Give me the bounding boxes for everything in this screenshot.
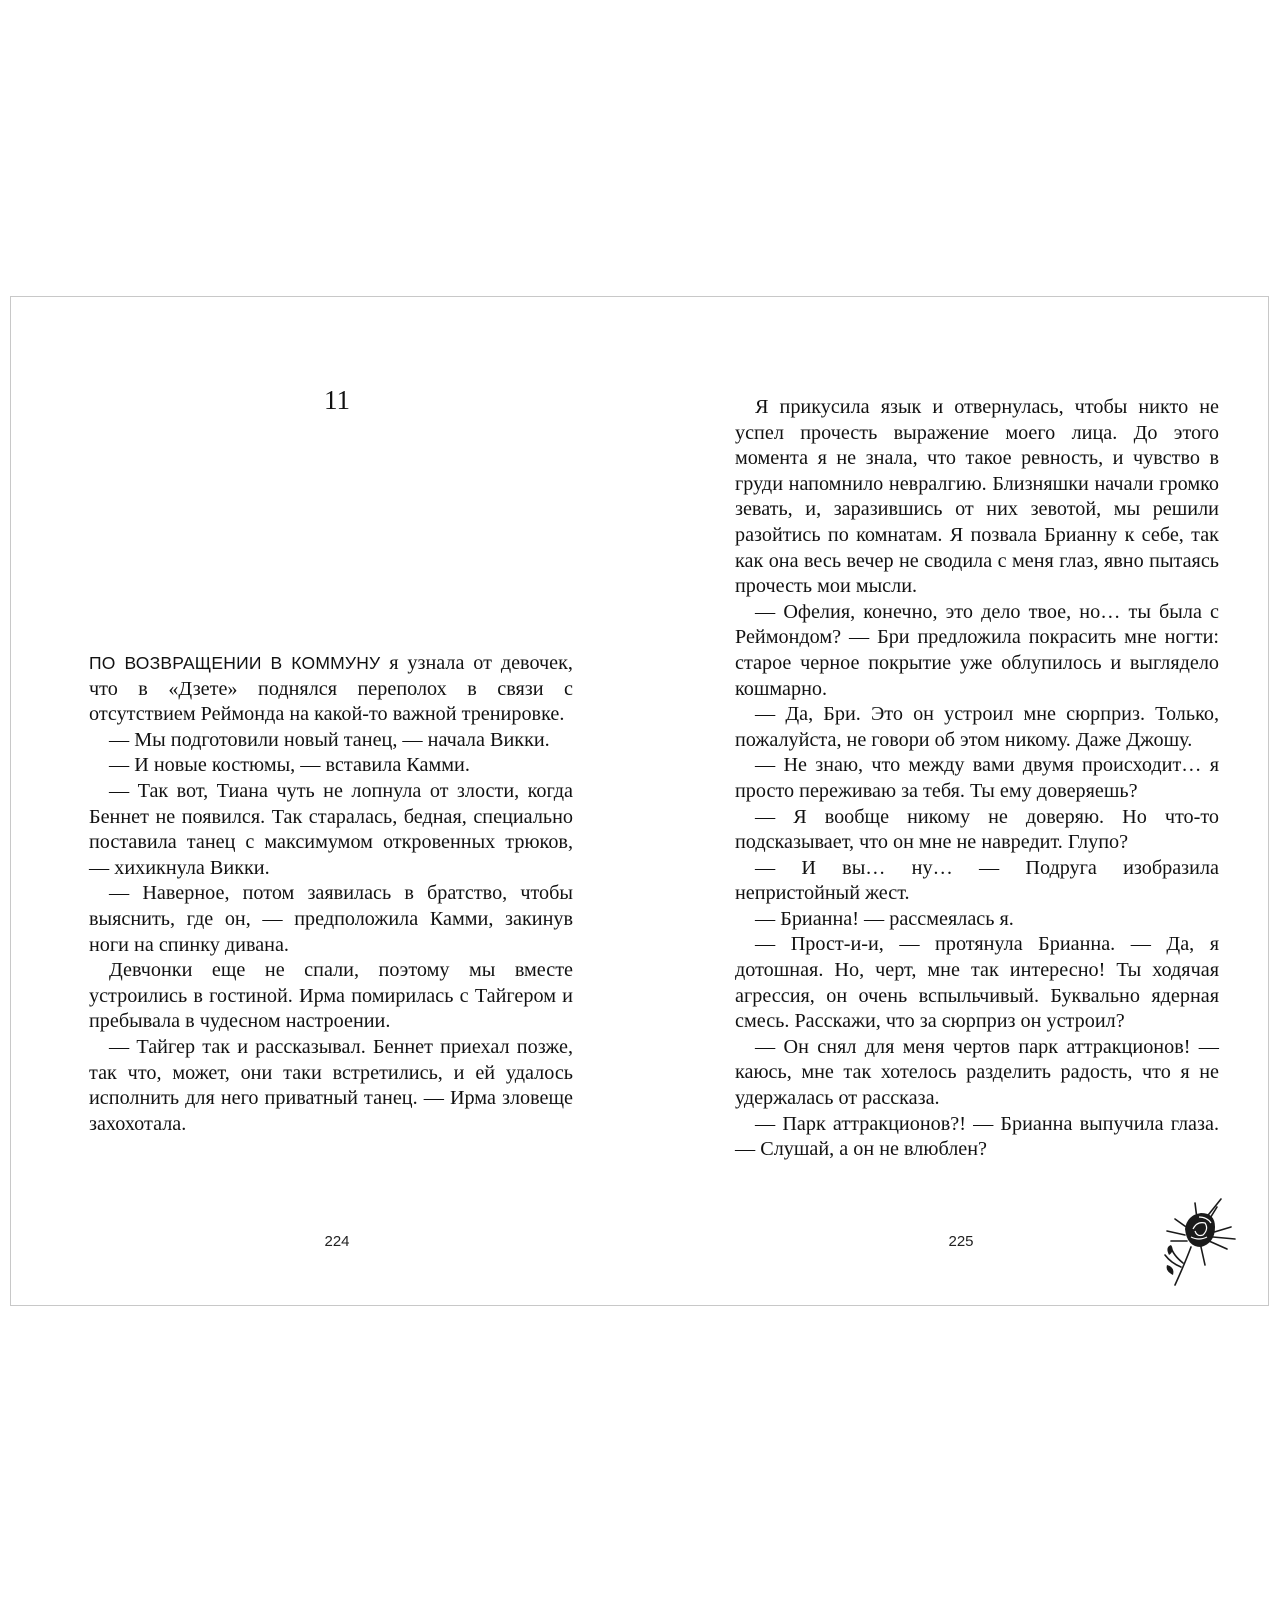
paragraph: — Наверное, потом заявилась в братство, чтобы выяснить, где он, — предположила Камми, закинув ноги на спинку дивана. bbox=[89, 882, 573, 956]
paragraph: — Брианна! — рассмеялась я. bbox=[755, 907, 1014, 930]
paragraph: — Парк аттракционов?! — Брианна выпучила глаза. — Слушай, а он не влюблен? bbox=[735, 1112, 1219, 1161]
page-number-right: 225 bbox=[948, 1233, 974, 1250]
opening-paragraph bbox=[89, 651, 573, 728]
paragraph: — Он снял для меня чертов парк аттракционов! — каюсь, мне так хотелось разделить радость, что я не удержалась от рассказа. bbox=[735, 1035, 1219, 1110]
paragraph: — Тайгер так и рассказывал. Беннет приехал позже, так что, может, они таки встретились, и ей удалось исполнить для него приватный танец. — Ирма зловеще захохотала. bbox=[89, 1035, 573, 1135]
lead-caps: ПО ВОЗВРАЩЕНИИ В КОММУНУ bbox=[89, 653, 381, 673]
rose-icon bbox=[1161, 1189, 1237, 1287]
paragraph: — Офелия, конечно, это дело твое, но… ты была с Реймондом? — Бри предложила покрасить мне ногти: старое черное покрытие уже облупилось и выглядело кошмарно. bbox=[735, 600, 1219, 700]
paragraph: — Да, Бри. Это он устроил мне сюрприз. Только, пожалуйста, не говори об этом никому. Даже Джошу. bbox=[735, 703, 1219, 751]
paragraph: — Прост-и-и, — протянула Брианна. — Да, я дотошная. Но, черт, мне так интересно! Ты ходячая агрессия, он очень вспыльчивый. Буквально ядерная смесь. Расскажи, что за сюрприз он устроил? bbox=[735, 933, 1219, 1033]
paragraph: Я прикусила язык и отвернулась, чтобы никто не успел прочесть выражение моего лица. До этого момента я не знала, что такое ревность, и чувство в груди напомнило невралгию. Близняшки начали громко зевать, и, заразившись от них зевотой, мы решили разойтись по комнатам. Я позвала Брианну к себе, так как она весь вечер не сводила с меня глаз, явно пытаясь прочесть мои мысли. bbox=[735, 396, 1219, 598]
left-page-text bbox=[89, 651, 573, 1137]
paragraph: — Так вот, Тиана чуть не лопнула от злости, когда Беннет не появился. Так старалась, бедная, специально поставила танец с максимумом откровенных трюков, — хихикнула Викки. bbox=[89, 779, 573, 879]
paragraph: Девчонки еще не спали, поэтому мы вместе устроились в гостиной. Ирма помирилась с Тайгером и пребывала в чудесном настроении. bbox=[89, 959, 573, 1033]
paragraph: — Не знаю, что между вами двумя происходит… я просто переживаю за тебя. Ты ему доверяешь? bbox=[735, 754, 1219, 802]
chapter-number: 11 bbox=[324, 385, 350, 415]
paragraph: — Мы подготовили новый танец, — начала Викки. bbox=[109, 728, 550, 751]
page-number-left: 224 bbox=[324, 1233, 350, 1250]
paragraph: — И новые костюмы, — вставила Камми. bbox=[109, 754, 470, 777]
right-page bbox=[641, 297, 1270, 1305]
book-spread bbox=[10, 296, 1269, 1306]
paragraph: — И вы… ну… — Подруга изобразила непристойный жест. bbox=[735, 856, 1219, 905]
paragraph: — Я вообще никому не доверяю. Но что-то подсказывает, что он мне не навредит. Глупо? bbox=[735, 805, 1219, 854]
lead-rest: я узнала от девочек, что в «Дзете» поднялся переполох в связи с отсутствием Реймонда на какой-то важной тренировке. bbox=[89, 652, 573, 726]
left-page bbox=[11, 297, 641, 1305]
right-page-text bbox=[735, 395, 1219, 1163]
